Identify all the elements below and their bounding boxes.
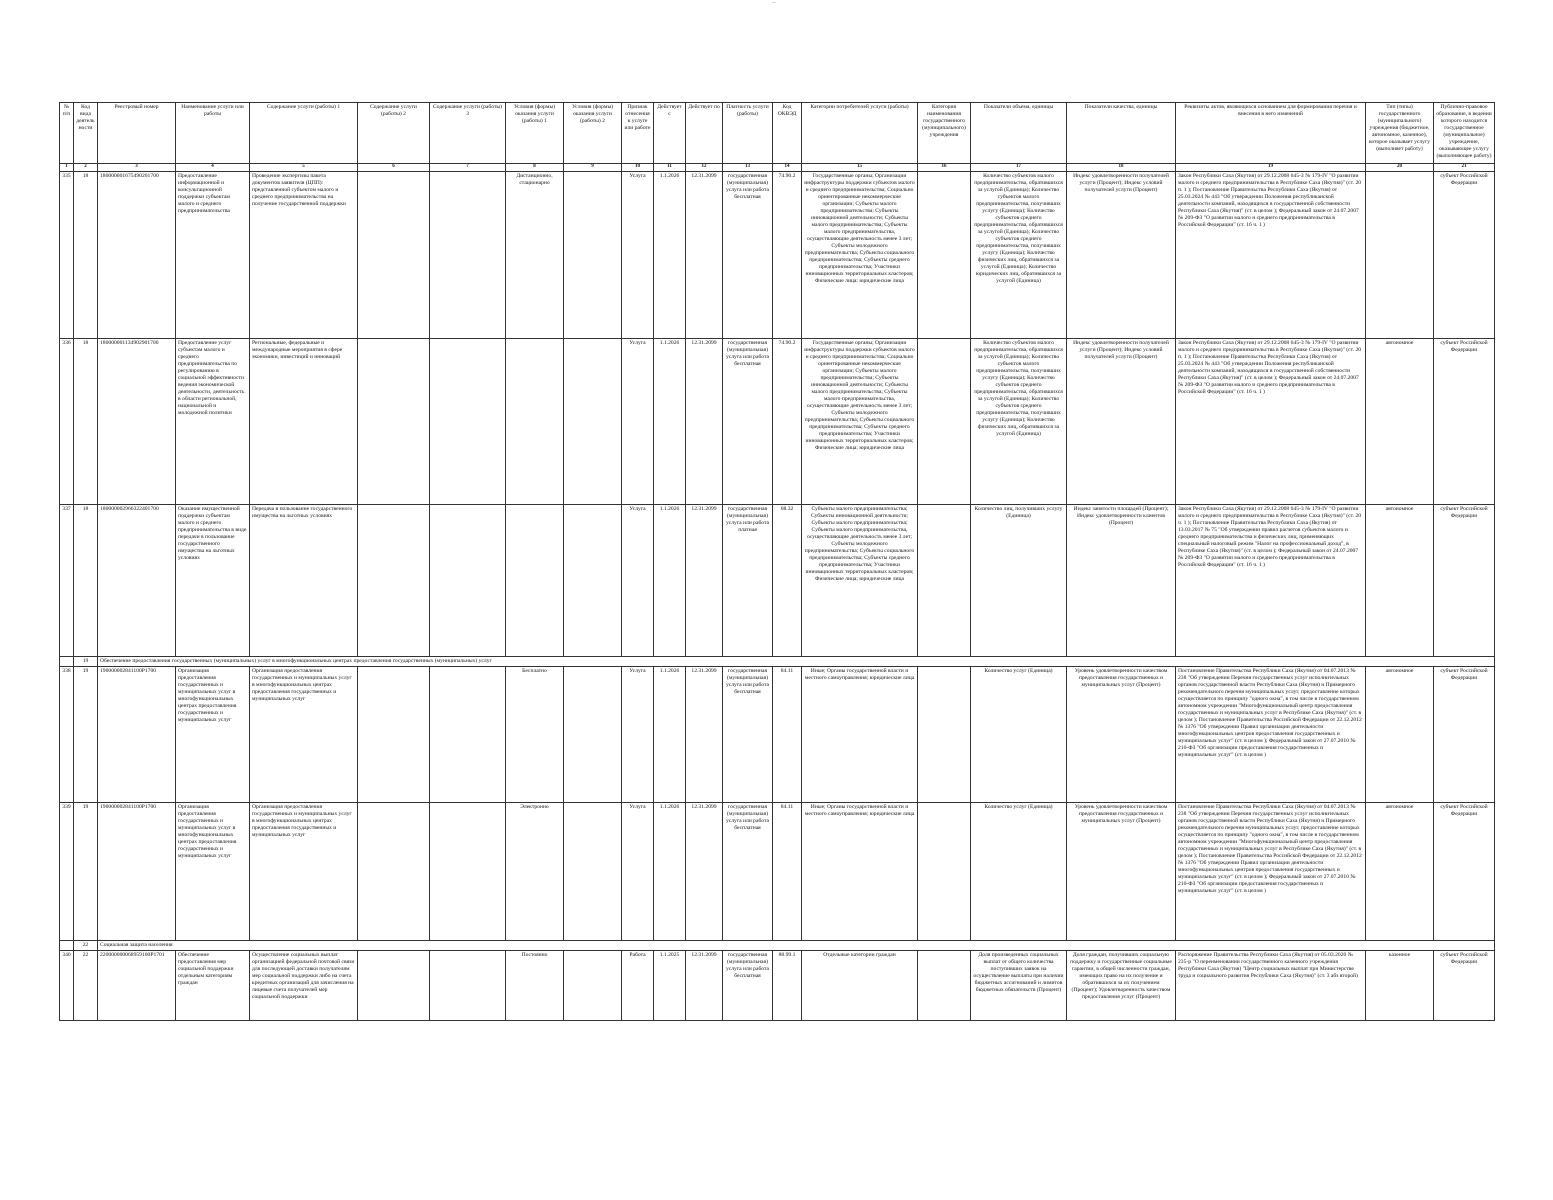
cell-name: Организация предоставления государственных и муниципальных услуг в многофункциональных центрах предоставления государственных и муниципальных услуг: [176, 667, 250, 803]
cell-okved: 84.11: [773, 803, 802, 941]
cell-acts: Закон Республики Саха (Якутия) от 29.12.2008 645-З № 179-IV "О развитии малого и среднего предпринимательства в Республике Саха (Якутия)" (ст. 20 п. 1 ); Постановление Правительства Республики Саха (Якутия) от 25.03.2024 № 443 "Об утверждении Положения республиканской деятельности компаний, находящихся в государственной собственности Республики Саха (Якутия)" (ст. в целом ); Федеральный закон от 24.07.2007 № 209-ФЗ "О развитии малого и среднего предпринимательства в Российской Федерации" (ст. 16 ч. 1 ): [1176, 339, 1366, 505]
cell-okved: 74.90.2: [773, 172, 802, 339]
cell-n: 340: [60, 951, 74, 1021]
cell-paid: государственная (муниципальная) услуга или работа бесплатная: [723, 951, 773, 1021]
column-header: Показатели качества, единицы: [1067, 103, 1176, 164]
column-number: 4: [176, 164, 250, 172]
cell-paid: государственная (муниципальная) услуга или работа бесплатная: [723, 172, 773, 339]
cell-content3: [430, 951, 506, 1021]
cell-okved: 84.11: [773, 667, 802, 803]
cell-content1: Осуществление социальных выплат организацией федеральной почтовой связи для последующей доставки получателям мер социальной поддержки либо на счета кредитных организаций для зачисления на лицевые счета получателей мер социальной поддержки: [250, 951, 358, 1021]
cell-quality: Уровень удовлетворенности качеством предоставления государственных и муниципальных услуг (Процент): [1067, 667, 1176, 803]
section-number: 19: [74, 657, 98, 667]
cell-name: Организация предоставления государственных и муниципальных услуг в многофункциональных центрах предоставления государственных и муниципальных услуг: [176, 803, 250, 941]
cell-to: 12.31.2099: [686, 951, 723, 1021]
cell-to: 12.31.2099: [686, 172, 723, 339]
column-number: 11: [654, 164, 686, 172]
cell-owner: субъект Российской Федерации: [1434, 339, 1495, 505]
cell-inst_type: [1366, 172, 1434, 339]
cell-inst_type: автономное: [1366, 505, 1434, 657]
column-number: 6: [358, 164, 430, 172]
cell-owner: субъект Российской Федерации: [1434, 172, 1495, 339]
column-header: Условия (формы) оказания услуги (работы) 1: [506, 103, 564, 164]
cell-cond2: [564, 339, 622, 505]
column-number: 2: [74, 164, 98, 172]
cell-content2: [358, 172, 430, 339]
cell-from: 1.1.2025: [654, 951, 686, 1021]
table-row: [60, 505, 1495, 657]
cell-cond1: Бесплатно: [506, 667, 564, 803]
cell-n: 339: [60, 803, 74, 941]
column-header: Показатели объема, единицы: [971, 103, 1067, 164]
cell-kod: 19: [74, 667, 98, 803]
column-header: Содержание услуги (работы) 2: [358, 103, 430, 164]
cell-quality: Доля граждан, получивших социальную поддержку и государственные социальные гарантии, в общей численности граждан, имеющих право на их получение и обратившихся за их получением (Процент); Удовлетворенность качеством предоставления услуг (Процент): [1067, 951, 1176, 1021]
column-number: 8: [506, 164, 564, 172]
cell-cond2: [564, 803, 622, 941]
cell-inst_type: автономное: [1366, 667, 1434, 803]
column-header: Тип (типы) государственного (муниципального) учреждения (бюджетное, автономное, казенное), которое оказывает услугу (выполняет работу): [1366, 103, 1434, 164]
cell-name: Оказание имущественной поддержки субъектам малого и среднего предпринимательства в виде передачи в пользование государственного имущества на льготных условиях: [176, 505, 250, 657]
cell-from: 1.1.2026: [654, 172, 686, 339]
cell-consumers: Государственные органы; Организации инфраструктуры поддержки субъектов малого и среднего предпринимательства; Социально ориентированные некоммерческие организации; Субъекты малого предпринимательства; Субъекты инновационной деятельности; Субъекты малого предпринимательства; Субъекты малого предпринимательства, осуществляющие деятельность менее 3 лет; Субъекты молодежного предпринимательства; Субъекты социального предпринимательства; Субъекты среднего предпринимательства; Участники инновационных территориальных кластеров; Физические лица; юридические лица: [802, 172, 918, 339]
cell-content2: [358, 951, 430, 1021]
table-row: [60, 172, 1495, 339]
column-number: 18: [1067, 164, 1176, 172]
column-header: Наименование услуги или работы: [176, 103, 250, 164]
cell-cond1: Постоянно: [506, 951, 564, 1021]
cell-consumers: Отдельные категории граждан: [802, 951, 918, 1021]
cell-quality: Уровень удовлетворенности качеством предоставления государственных и муниципальных услуг (Процент): [1067, 803, 1176, 941]
cell-paid: государственная (муниципальная) услуга или работа бесплатная: [723, 339, 773, 505]
cell-reestr: 180000001134902901700: [98, 339, 176, 505]
cell-volume: Количество услуг (Единица): [971, 803, 1067, 941]
cell-kod: 22: [74, 951, 98, 1021]
cell-cond1: [506, 505, 564, 657]
cell-category: [918, 803, 971, 941]
column-number-row: [60, 164, 1495, 172]
cell-content3: [430, 667, 506, 803]
cell-type: Услуга: [622, 667, 654, 803]
cell-type: Услуга: [622, 172, 654, 339]
section-row: [60, 657, 1495, 667]
cell-content2: [358, 667, 430, 803]
cell-acts: Закон Республики Саха (Якутия) от 29.12.2008 645-З № 179-IV "О развитии малого и среднего предпринимательства в Республике Саха (Якутия)" (ст. 20 п. 1 ); Постановление Правительства Республики Саха (Якутия) от 25.03.2024 № 443 "Об утверждении Положения республиканской деятельности компаний, находящихся в государственной собственности Республики Саха (Якутия)" (ст. в целом ); Федеральный закон от 24.07.2007 № 209-ФЗ "О развитии малого и среднего предпринимательства в Российской Федерации" (ст. 16 ч. 1 ): [1176, 172, 1366, 339]
cell-type: Услуга: [622, 803, 654, 941]
cell-inst_type: автономное: [1366, 803, 1434, 941]
cell-content3: [430, 339, 506, 505]
column-header: Действует по: [686, 103, 723, 164]
column-number: 7: [430, 164, 506, 172]
cell-n: 337: [60, 505, 74, 657]
cell-to: 12.31.2099: [686, 667, 723, 803]
cell-quality: Индекс занятости площадей (Процент); Индекс удовлетворенности клиентов (Процент): [1067, 505, 1176, 657]
cell-to: 12.31.2099: [686, 505, 723, 657]
column-header: Условия (формы) оказания услуги (работы) 2: [564, 103, 622, 164]
section-title: Обеспечение предоставления государственных (муниципальных) услуг в многофункциональных центрах предоставления государственных (муниципальных) услуг: [98, 657, 1495, 667]
cell-inst_type: казенное: [1366, 951, 1434, 1021]
cell-consumers: Субъекты малого предпринимательства; Субъекты инновационной деятельности; Субъекты малого предпринимательства; Субъекты малого предпринимательства, осуществляющие деятельность менее 3 лет; Субъекты молодежного предпринимательства; Субъекты социального предпринимательства; Субъекты среднего предпринимательства; Участники инновационных территориальных кластеров; Физические лица; юридические лица: [802, 505, 918, 657]
cell-from: 1.1.2026: [654, 505, 686, 657]
cell-reestr: 180000002966322401700: [98, 505, 176, 657]
cell-paid: государственная (муниципальная) услуга или работа бесплатная: [723, 667, 773, 803]
cell-category: [918, 951, 971, 1021]
cell-kod: 18: [74, 505, 98, 657]
header-row: [60, 103, 1495, 164]
page-number: ...: [772, 0, 776, 5]
column-header: Содержание услуги (работы) 1: [250, 103, 358, 164]
cell-name: Предоставление информационной и консультационной поддержки субъектам малого и среднего предпринимательства: [176, 172, 250, 339]
cell-reestr: 180000001675490201700: [98, 172, 176, 339]
cell-volume: Доля произведенных социальных выплат от общего количества поступивших заявок на осуществление выплаты при наличии бюджетных ассигнований и лимитов бюджетных обязательств (Процент): [971, 951, 1067, 1021]
cell-content2: [358, 339, 430, 505]
column-number: 20: [1366, 164, 1434, 172]
cell-quality: Индекс удовлетворенности получателей услуги (Процент); Индекс условий получателей услуги (Процент): [1067, 172, 1176, 339]
cell-cond2: [564, 667, 622, 803]
cell-consumers: Иные; Органы государственной власти и местного самоуправления; юридические лица: [802, 667, 918, 803]
column-number: 16: [918, 164, 971, 172]
section-title: Социальная защита населения: [98, 941, 1495, 951]
cell-okved: 88.99.1: [773, 951, 802, 1021]
cell-category: [918, 667, 971, 803]
cell-kod: 19: [74, 803, 98, 941]
cell-category: [918, 505, 971, 657]
table-row: [60, 951, 1495, 1021]
table-row: [60, 339, 1495, 505]
column-header: Признак отнесения к услуге или работе: [622, 103, 654, 164]
column-number: 10: [622, 164, 654, 172]
cell-content2: [358, 803, 430, 941]
cell-owner: субъект Российской Федерации: [1434, 803, 1495, 941]
cell-to: 12.31.2099: [686, 339, 723, 505]
cell-reestr: 220000000068959100P1701: [98, 951, 176, 1021]
cell-content1: Организация предоставления государственных и муниципальных услуг в многофункциональных центрах предоставления государственных и муниципальных услуг: [250, 667, 358, 803]
cell-quality: Индекс удовлетворенности получателей услуги (Процент); Индекс условий получателей услуги (Процент): [1067, 339, 1176, 505]
column-number: 12: [686, 164, 723, 172]
column-header: Действует с: [654, 103, 686, 164]
cell-cond1: Электронно: [506, 803, 564, 941]
column-number: 1: [60, 164, 74, 172]
column-number: 17: [971, 164, 1067, 172]
column-header: Категории потребителей услуги (работы): [802, 103, 918, 164]
column-header: Категория наименования государственного (муниципального) учреждения: [918, 103, 971, 164]
cell-type: Услуга: [622, 505, 654, 657]
cell-n: 335: [60, 172, 74, 339]
cell-type: Услуга: [622, 339, 654, 505]
column-header: Публично-правовое образование, в ведении которого находится государственное (муниципальное) учреждение, оказывающее услугу (выполняющее работу): [1434, 103, 1495, 164]
cell-cond1: Дистанционно, стационарно: [506, 172, 564, 339]
cell-name: Обеспечение предоставления мер социальной поддержки отдельным категориям граждан: [176, 951, 250, 1021]
column-header: № п/п: [60, 103, 74, 164]
cell-name: Предоставление услуг субъектам малого и среднего предпринимательства по регулированию в социальной эффективности ведения экономической деятельности, деятельность в области региональной, национальной и молодежной политики: [176, 339, 250, 505]
column-number: 9: [564, 164, 622, 172]
cell-owner: субъект Российской Федерации: [1434, 667, 1495, 803]
column-header: Платность услуги (работы): [723, 103, 773, 164]
cell-content3: [430, 505, 506, 657]
cell-to: 12.31.2099: [686, 803, 723, 941]
column-header: Содержание услуги (работы) 3: [430, 103, 506, 164]
cell-acts: Распоряжение Правительства Республики Саха (Якутия) от 05.03.2020 № 235-р "О переименовании государственного казенного учреждения Республики Саха (Якутия) "Центр социальных выплат при Министерстве труда и социального развития Республики Саха (Якутия)" (ст. 3 абз второй): [1176, 951, 1366, 1021]
cell-cond2: [564, 505, 622, 657]
cell-content1: Региональные, федеральные и международные мероприятия в сфере экономики, инвестиций и инноваций: [250, 339, 358, 505]
cell-reestr: 190000002841100P1700: [98, 667, 176, 803]
cell-consumers: Государственные органы; Организации инфраструктуры поддержки субъектов малого и среднего предпринимательства; Социально ориентированные некоммерческие организации; Субъекты малого предпринимательства; Субъекты инновационной деятельности; Субъекты малого предпринимательства; Субъекты малого предпринимательства, осуществляющие деятельность менее 3 лет; Субъекты молодежного предпринимательства; Субъекты социального предпринимательства; Субъекты среднего предпринимательства; Участники инновационных территориальных кластеров; Физические лица; юридические лица: [802, 339, 918, 505]
cell-cond2: [564, 172, 622, 339]
cell-volume: Количество лиц, получивших услугу (Единица): [971, 505, 1067, 657]
column-header: Реестровый номер: [98, 103, 176, 164]
cell-content3: [430, 803, 506, 941]
cell-category: [918, 339, 971, 505]
cell-n: 338: [60, 667, 74, 803]
cell-acts: Постановление Правительства Республики Саха (Якутия) от 04.07.2013 № 238 "Об утверждении Перечня государственных услуг исполнительных органов государственной власти Республики Саха (Якутия) и Примерного рекомендательного перечня муниципальных услуг, предоставление которых осуществляется по принципу "одного окна", в том числе в государственном автономном учреждении "Многофункциональный центр предоставления государственных и муниципальных услуг в Республике Саха (Якутия)" (ст. в целом ); Постановление Правительства Российской Федерации от 22.12.2012 № 1376 "Об утверждении Правил организации деятельности многофункциональных центров предоставления государственных и муниципальных услуг" (ст. в целом ); Федеральный закон от 27.07.2010 № 210-ФЗ "Об организации предоставления государственных и муниципальных услуг" (ст. в целом ): [1176, 667, 1366, 803]
cell-type: Работа: [622, 951, 654, 1021]
cell-reestr: 190000002841100P1700: [98, 803, 176, 941]
cell-cond2: [564, 951, 622, 1021]
column-number: 13: [723, 164, 773, 172]
cell-cond1: [506, 339, 564, 505]
cell-content1: Передача в пользование государственного имущества на льготных условиях: [250, 505, 358, 657]
column-header: Код ОКВЭД: [773, 103, 802, 164]
cell-volume: Количество услуг (Единица): [971, 667, 1067, 803]
cell-paid: государственная (муниципальная) услуга или работа платная: [723, 505, 773, 657]
cell-content1: Проведение экспертизы пакета документов заявителя (ЦПП): представленной субъектом малого и среднего предпринимательства на получение государственной поддержки: [250, 172, 358, 339]
cell-volume: Количество субъектов малого предпринимательства, обратившихся за услугой (Единица); Количество субъектов малого предпринимательства, получивших услугу (Единица); Количество субъектов среднего предпринимательства, обратившихся за услугой (Единица); Количество субъектов среднего предпринимательства, получивших услугу (Единица); Количество физических лиц, обратившихся за услугой (Единица): [971, 339, 1067, 505]
column-number: 3: [98, 164, 176, 172]
cell-kod: 18: [74, 339, 98, 505]
table-row: [60, 803, 1495, 941]
column-number: 19: [1176, 164, 1366, 172]
section-row: [60, 941, 1495, 951]
column-header: Реквизиты актов, являющихся основанием для формирования перечня и внесения в него изменений: [1176, 103, 1366, 164]
section-number: 22: [74, 941, 98, 951]
cell-content3: [430, 172, 506, 339]
column-number: 5: [250, 164, 358, 172]
cell-from: 1.1.2026: [654, 339, 686, 505]
cell-content2: [358, 505, 430, 657]
cell-owner: субъект Российской Федерации: [1434, 951, 1495, 1021]
table-row: [60, 667, 1495, 803]
cell-volume: Количество субъектов малого предпринимательства, обратившихся за услугой (Единица); Количество субъектов малого предпринимательства, получивших услугу (Единица); Количество субъектов среднего предпринимательства, обратившихся за услугой (Единица); Количество субъектов среднего предпринимательства, получивших услугу (Единица); Количество физических лиц, обратившихся за услугой (Единица); Количество юридических лиц, обратившихся за услугой (Единица): [971, 172, 1067, 339]
column-number: 15: [802, 164, 918, 172]
cell-consumers: Иные; Органы государственной власти и местного самоуправления; юридические лица: [802, 803, 918, 941]
cell-from: 1.1.2026: [654, 667, 686, 803]
services-register-table: [59, 102, 1495, 1021]
cell-kod: 18: [74, 172, 98, 339]
cell-content1: Организация предоставления государственных и муниципальных услуг в многофункциональных центрах предоставления государственных и муниципальных услуг: [250, 803, 358, 941]
cell-inst_type: автономное: [1366, 339, 1434, 505]
cell-n: 336: [60, 339, 74, 505]
cell-acts: Постановление Правительства Республики Саха (Якутия) от 04.07.2013 № 238 "Об утверждении Перечня государственных услуг исполнительных органов государственной власти Республики Саха (Якутия) и Примерного рекомендательного перечня муниципальных услуг, предоставление которых осуществляется по принципу "одного окна", в том числе в государственном автономном учреждении "Многофункциональный центр предоставления государственных и муниципальных услуг в Республике Саха (Якутия)" (ст. в целом ); Постановление Правительства Российской Федерации от 22.12.2012 № 1376 "Об утверждении Правил организации деятельности многофункциональных центров предоставления государственных и муниципальных услуг" (ст. в целом ); Федеральный закон от 27.07.2010 № 210-ФЗ "Об организации предоставления государственных и муниципальных услуг" (ст. в целом ): [1176, 803, 1366, 941]
column-number: 14: [773, 164, 802, 172]
cell-acts: Закон Республики Саха (Якутия) от 29.12.2008 645-З № 179-IV "О развитии малого и среднего предпринимательства в Республике Саха (Якутия)" (ст. 20 ч. 1 ); Постановление Правительства Республики Саха (Якутия) от 13.03.2017 № 75 "Об утверждении правил расчетов субъектов малого и среднего предпринимательства и физических лиц, применяющих специальный налоговый режим "Налог на профессиональный доход", в Республике Саха (Якутия)" (ст. в целом ); Федеральный закон от 24.07.2007 № 209-ФЗ "О развитии малого и среднего предпринимательства в Российской Федерации" (ст. 16 ч. 1 ): [1176, 505, 1366, 657]
cell-owner: субъект Российской Федерации: [1434, 505, 1495, 657]
cell-paid: государственная (муниципальная) услуга или работа бесплатная: [723, 803, 773, 941]
cell-category: [918, 172, 971, 339]
cell-okved: 74.90.2: [773, 339, 802, 505]
column-header: Код вида деятельности: [74, 103, 98, 164]
cell-okved: 68.32: [773, 505, 802, 657]
cell-from: 1.1.2026: [654, 803, 686, 941]
column-number: 21: [1434, 164, 1495, 172]
